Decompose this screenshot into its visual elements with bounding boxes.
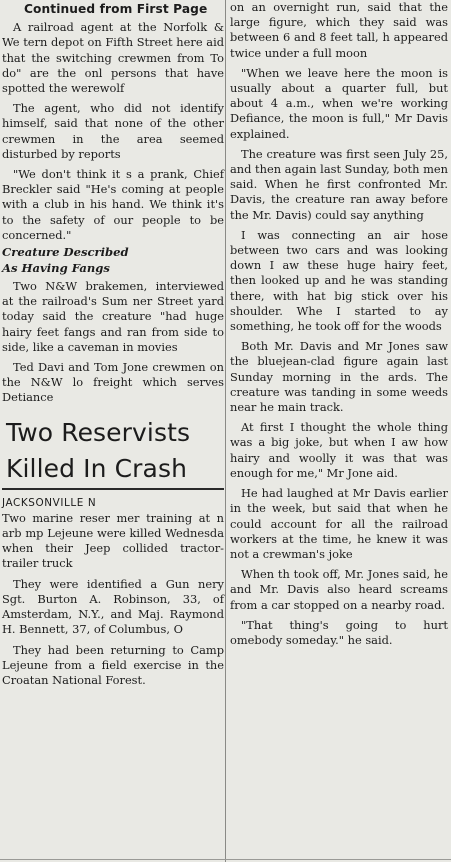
article-paragraph: on an overnight run, said that the large figure, which they said was between 6 and 8 feet tall, h appeared twice under a full moon (230, 0, 448, 60)
headline-line-1: Two Reservists (6, 417, 191, 447)
dateline: JACKSONVILLE N (2, 496, 97, 509)
right-column (230, 0, 448, 648)
article-paragraph: Both Mr. Davis and Mr Jones saw the bluejean-clad figure again last Sunday morning in the ards. The creature was tanding in some weeds near he main track. (230, 339, 448, 415)
article-paragraph: They were identified a Gun nery Sgt. Burton A. Robinson, 33, of Amsterdam, N.Y., and Maj. Raymond H. Bennett, 37, of Columbus, O (2, 576, 224, 637)
continued-heading: Continued from First Page (24, 2, 208, 16)
subheading: As Having Fangs (2, 260, 110, 275)
article-paragraph: Two marine reser mer training at n arb mp Lejeune were killed Wednesda when their Jeep collided tractor-trailer truck (2, 510, 224, 571)
article-paragraph: Two N&W brakemen, interviewed at the railroad's Sum ner Street yard today said the creature "had huge hairy feet fangs and ran from side to side, like a caveman in movies (2, 279, 224, 354)
article-paragraph: The agent, who did not identify himself, said that none of the other crewmen in the area seemed disturbed by reports (2, 101, 224, 161)
headline-line-2: Killed In Crash (6, 453, 188, 483)
article-paragraph: I was connecting an air hose between two cars and was looking down I aw these huge hairy feet, then looked up and he was standing there, with hat big stick over his shoulder. Whe I started to ay something, he took off for the woods (230, 227, 448, 334)
column-rule (225, 0, 226, 862)
article-paragraph: They had been returning to Camp Lejeune from a field exercise in the Croatan National Forest. (2, 642, 224, 687)
left-column (2, 0, 224, 688)
article-paragraph: "We don't think it s a prank, Chief Breckler said "He's coming at people with a club in his hand. We think it's to the safety of our people to be concerned." (2, 167, 224, 242)
headline-rule (2, 488, 224, 490)
article-paragraph: The creature was first seen July 25, and then again last Sunday, both men said. When he first confronted Mr. Davis, the creature ran away before the Mr. Davis) could say anything (230, 146, 448, 222)
subheading: Creature Described (2, 245, 129, 260)
article-paragraph: "That thing's going to hurt omebody someday." he said. (230, 617, 448, 647)
article-paragraph: A railroad agent at the Norfolk & We tern depot on Fifth Street here aid that the switching crewmen from To do" are the onl persons that have spotted the werewolf (2, 20, 224, 96)
bottom-border (0, 859, 451, 860)
article-paragraph: Ted Davi and Tom Jone crewmen on the N&W lo freight which serves Detiance (2, 360, 224, 405)
article-paragraph: He had laughed at Mr Davis earlier in the week, but said that when he could account for all the railroad workers at the time, he knew it was not a crewman's joke (230, 486, 448, 561)
article-paragraph: "When we leave here the moon is usually about a quarter full, but about 4 a.m., when we're working Defiance, the moon is full," Mr Davis explained. (230, 65, 448, 141)
article-paragraph: At first I thought the whole thing was a big joke, but when I aw how hairy and woolly it was that was enough for me," Mr Jone aid. (230, 420, 448, 480)
article-paragraph: When th took off, Mr. Jones said, he and Mr. Davis also heard screams from a car stopped on a nearby road. (230, 567, 448, 612)
